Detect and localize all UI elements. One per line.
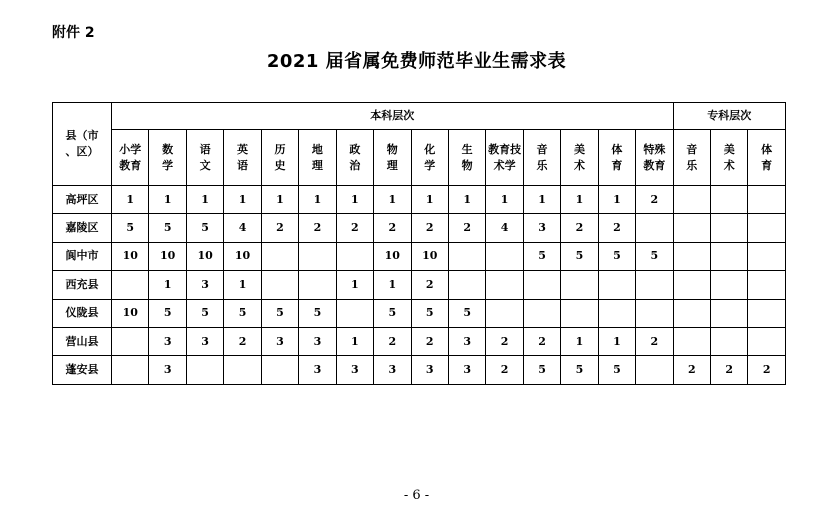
value-cell — [748, 214, 785, 242]
value-cell: 2 — [374, 327, 411, 355]
value-cell — [636, 271, 673, 299]
value-cell: 1 — [523, 186, 560, 214]
column-header — [336, 130, 373, 186]
county-cell: 西充县 — [53, 271, 112, 299]
value-cell: 1 — [598, 186, 635, 214]
value-cell: 1 — [561, 327, 598, 355]
value-cell: 3 — [523, 214, 560, 242]
column-header-line: 物 — [386, 142, 398, 156]
value-cell: 3 — [299, 327, 336, 355]
value-cell — [523, 299, 560, 327]
value-cell: 5 — [598, 356, 635, 384]
value-cell: 2 — [711, 356, 748, 384]
value-cell: 1 — [112, 186, 149, 214]
value-cell: 3 — [186, 327, 223, 355]
column-header-line: 美 — [573, 142, 585, 156]
column-header-line: 政 — [349, 142, 361, 156]
value-cell: 1 — [374, 271, 411, 299]
column-header-line: 学 — [424, 158, 436, 172]
value-cell — [636, 356, 673, 384]
value-cell — [523, 271, 560, 299]
value-cell: 2 — [486, 356, 523, 384]
column-header — [486, 130, 523, 186]
value-cell: 5 — [224, 299, 261, 327]
value-cell — [711, 271, 748, 299]
value-cell — [448, 242, 485, 270]
value-cell: 2 — [374, 214, 411, 242]
value-cell: 10 — [112, 299, 149, 327]
value-cell: 5 — [523, 242, 560, 270]
value-cell: 1 — [186, 186, 223, 214]
value-cell — [561, 299, 598, 327]
column-header-line: 英 — [237, 142, 249, 156]
value-cell: 2 — [224, 327, 261, 355]
column-header-line: 物 — [461, 158, 473, 172]
value-cell: 5 — [411, 299, 448, 327]
column-header-line: 教育技 — [488, 142, 522, 156]
value-cell — [673, 327, 710, 355]
column-header-line: 乐 — [686, 158, 698, 172]
value-cell — [486, 242, 523, 270]
value-cell: 10 — [224, 242, 261, 270]
column-header — [673, 130, 710, 186]
value-cell: 2 — [411, 327, 448, 355]
value-cell — [711, 242, 748, 270]
column-header — [411, 130, 448, 186]
value-cell — [636, 299, 673, 327]
column-header-line: 术学 — [493, 158, 516, 172]
corner-header — [53, 103, 112, 186]
value-cell — [112, 356, 149, 384]
value-cell — [261, 356, 298, 384]
column-header-line: 美 — [723, 142, 735, 156]
value-cell — [748, 242, 785, 270]
county-cell: 阆中市 — [53, 242, 112, 270]
county-cell: 蓬安县 — [53, 356, 112, 384]
column-header-line: 语 — [237, 158, 249, 172]
value-cell: 5 — [561, 356, 598, 384]
table-row — [53, 186, 786, 214]
column-header — [112, 130, 149, 186]
value-cell: 3 — [448, 356, 485, 384]
value-cell: 5 — [374, 299, 411, 327]
requirement-table — [52, 102, 786, 385]
value-cell — [711, 327, 748, 355]
value-cell — [261, 271, 298, 299]
value-cell: 4 — [224, 214, 261, 242]
value-cell — [486, 299, 523, 327]
value-cell — [336, 242, 373, 270]
column-header — [561, 130, 598, 186]
value-cell: 2 — [561, 214, 598, 242]
column-header-line: 特殊 — [643, 142, 666, 156]
column-header-line: 育 — [761, 158, 773, 172]
value-cell: 5 — [186, 214, 223, 242]
value-cell — [224, 356, 261, 384]
header-row-subjects — [53, 130, 786, 186]
value-cell — [673, 242, 710, 270]
group-header-undergrad: 本科层次 — [112, 103, 674, 130]
column-header — [149, 130, 186, 186]
column-header — [299, 130, 336, 186]
table-row — [53, 214, 786, 242]
table-row — [53, 356, 786, 384]
value-cell — [711, 186, 748, 214]
value-cell: 2 — [748, 356, 785, 384]
column-header — [186, 130, 223, 186]
table-row — [53, 299, 786, 327]
value-cell: 3 — [448, 327, 485, 355]
value-cell: 2 — [486, 327, 523, 355]
value-cell — [598, 271, 635, 299]
value-cell: 5 — [149, 299, 186, 327]
column-header-line: 生 — [461, 142, 473, 156]
value-cell: 3 — [149, 327, 186, 355]
value-cell: 3 — [336, 356, 373, 384]
county-cell: 仪陇县 — [53, 299, 112, 327]
value-cell: 2 — [598, 214, 635, 242]
value-cell: 2 — [673, 356, 710, 384]
column-header-line: 育 — [611, 158, 623, 172]
column-header-line: 文 — [199, 158, 211, 172]
value-cell — [112, 271, 149, 299]
value-cell: 5 — [561, 242, 598, 270]
value-cell: 3 — [374, 356, 411, 384]
table-row — [53, 271, 786, 299]
column-header — [224, 130, 261, 186]
value-cell: 1 — [336, 271, 373, 299]
value-cell — [711, 299, 748, 327]
column-header-line: 地 — [311, 142, 323, 156]
value-cell — [673, 271, 710, 299]
value-cell — [636, 214, 673, 242]
value-cell: 3 — [299, 356, 336, 384]
county-cell: 嘉陵区 — [53, 214, 112, 242]
column-header-line: 史 — [274, 158, 286, 172]
value-cell — [561, 271, 598, 299]
value-cell — [336, 299, 373, 327]
value-cell: 1 — [336, 186, 373, 214]
column-header-line: 术 — [573, 158, 585, 172]
value-cell: 4 — [486, 214, 523, 242]
value-cell: 2 — [261, 214, 298, 242]
county-cell: 高坪区 — [53, 186, 112, 214]
column-header-line: 教育 — [643, 158, 666, 172]
value-cell: 1 — [224, 186, 261, 214]
value-cell — [261, 242, 298, 270]
value-cell: 2 — [411, 214, 448, 242]
value-cell: 3 — [411, 356, 448, 384]
value-cell: 1 — [411, 186, 448, 214]
column-header-line: 理 — [386, 158, 398, 172]
value-cell: 5 — [299, 299, 336, 327]
value-cell: 1 — [561, 186, 598, 214]
value-cell — [711, 214, 748, 242]
value-cell: 1 — [261, 186, 298, 214]
value-cell: 10 — [186, 242, 223, 270]
column-header — [448, 130, 485, 186]
table-row — [53, 242, 786, 270]
value-cell: 2 — [636, 186, 673, 214]
value-cell: 1 — [149, 271, 186, 299]
column-header — [636, 130, 673, 186]
column-header — [711, 130, 748, 186]
group-header-college: 专科层次 — [673, 103, 785, 130]
value-cell: 1 — [336, 327, 373, 355]
column-header — [748, 130, 785, 186]
column-header-line: 语 — [199, 142, 211, 156]
column-header-line: 音 — [686, 142, 698, 156]
column-header-line: 术 — [723, 158, 735, 172]
value-cell — [673, 186, 710, 214]
value-cell: 1 — [374, 186, 411, 214]
corner-header-line: 县（市 — [65, 129, 99, 142]
value-cell — [748, 327, 785, 355]
column-header-line: 数 — [162, 142, 174, 156]
value-cell — [112, 327, 149, 355]
county-cell: 营山县 — [53, 327, 112, 355]
column-header-line: 学 — [162, 158, 174, 172]
value-cell — [748, 299, 785, 327]
value-cell: 5 — [523, 356, 560, 384]
value-cell: 5 — [598, 242, 635, 270]
value-cell: 5 — [636, 242, 673, 270]
value-cell: 10 — [411, 242, 448, 270]
value-cell — [748, 271, 785, 299]
column-header-line: 教育 — [119, 158, 142, 172]
value-cell: 3 — [261, 327, 298, 355]
value-cell: 1 — [598, 327, 635, 355]
value-cell: 5 — [261, 299, 298, 327]
attachment-label: 附件 2 — [52, 25, 95, 41]
table-row — [53, 327, 786, 355]
value-cell — [186, 356, 223, 384]
column-header-line: 乐 — [536, 158, 548, 172]
page-title: 2021 届省属免费师范毕业生需求表 — [266, 51, 567, 72]
value-cell — [673, 214, 710, 242]
value-cell — [673, 299, 710, 327]
value-cell: 2 — [299, 214, 336, 242]
column-header-line: 体 — [611, 142, 623, 156]
value-cell: 10 — [149, 242, 186, 270]
value-cell: 10 — [374, 242, 411, 270]
value-cell: 3 — [149, 356, 186, 384]
column-header-line: 音 — [536, 142, 548, 156]
column-header — [598, 130, 635, 186]
value-cell: 2 — [411, 271, 448, 299]
column-header-line: 小学 — [119, 142, 142, 156]
value-cell: 5 — [112, 214, 149, 242]
value-cell — [486, 271, 523, 299]
value-cell — [299, 242, 336, 270]
value-cell: 1 — [299, 186, 336, 214]
value-cell: 3 — [186, 271, 223, 299]
value-cell: 1 — [149, 186, 186, 214]
value-cell: 10 — [112, 242, 149, 270]
page-number: - 6 - — [403, 488, 430, 503]
value-cell — [448, 271, 485, 299]
column-header — [523, 130, 560, 186]
value-cell: 2 — [448, 214, 485, 242]
value-cell: 2 — [523, 327, 560, 355]
value-cell — [748, 186, 785, 214]
value-cell: 2 — [636, 327, 673, 355]
value-cell: 1 — [486, 186, 523, 214]
column-header-line: 理 — [311, 158, 323, 172]
column-header-line: 体 — [761, 142, 773, 156]
value-cell: 5 — [186, 299, 223, 327]
header-row-groups — [53, 103, 786, 130]
column-header — [261, 130, 298, 186]
value-cell: 2 — [336, 214, 373, 242]
corner-header-line: 、区） — [65, 145, 99, 158]
value-cell — [598, 299, 635, 327]
value-cell: 1 — [224, 271, 261, 299]
value-cell: 5 — [448, 299, 485, 327]
column-header-line: 化 — [424, 142, 436, 156]
value-cell: 5 — [149, 214, 186, 242]
column-header — [374, 130, 411, 186]
column-header-line: 历 — [274, 142, 286, 156]
value-cell: 1 — [448, 186, 485, 214]
value-cell — [299, 271, 336, 299]
column-header-line: 治 — [349, 158, 361, 172]
